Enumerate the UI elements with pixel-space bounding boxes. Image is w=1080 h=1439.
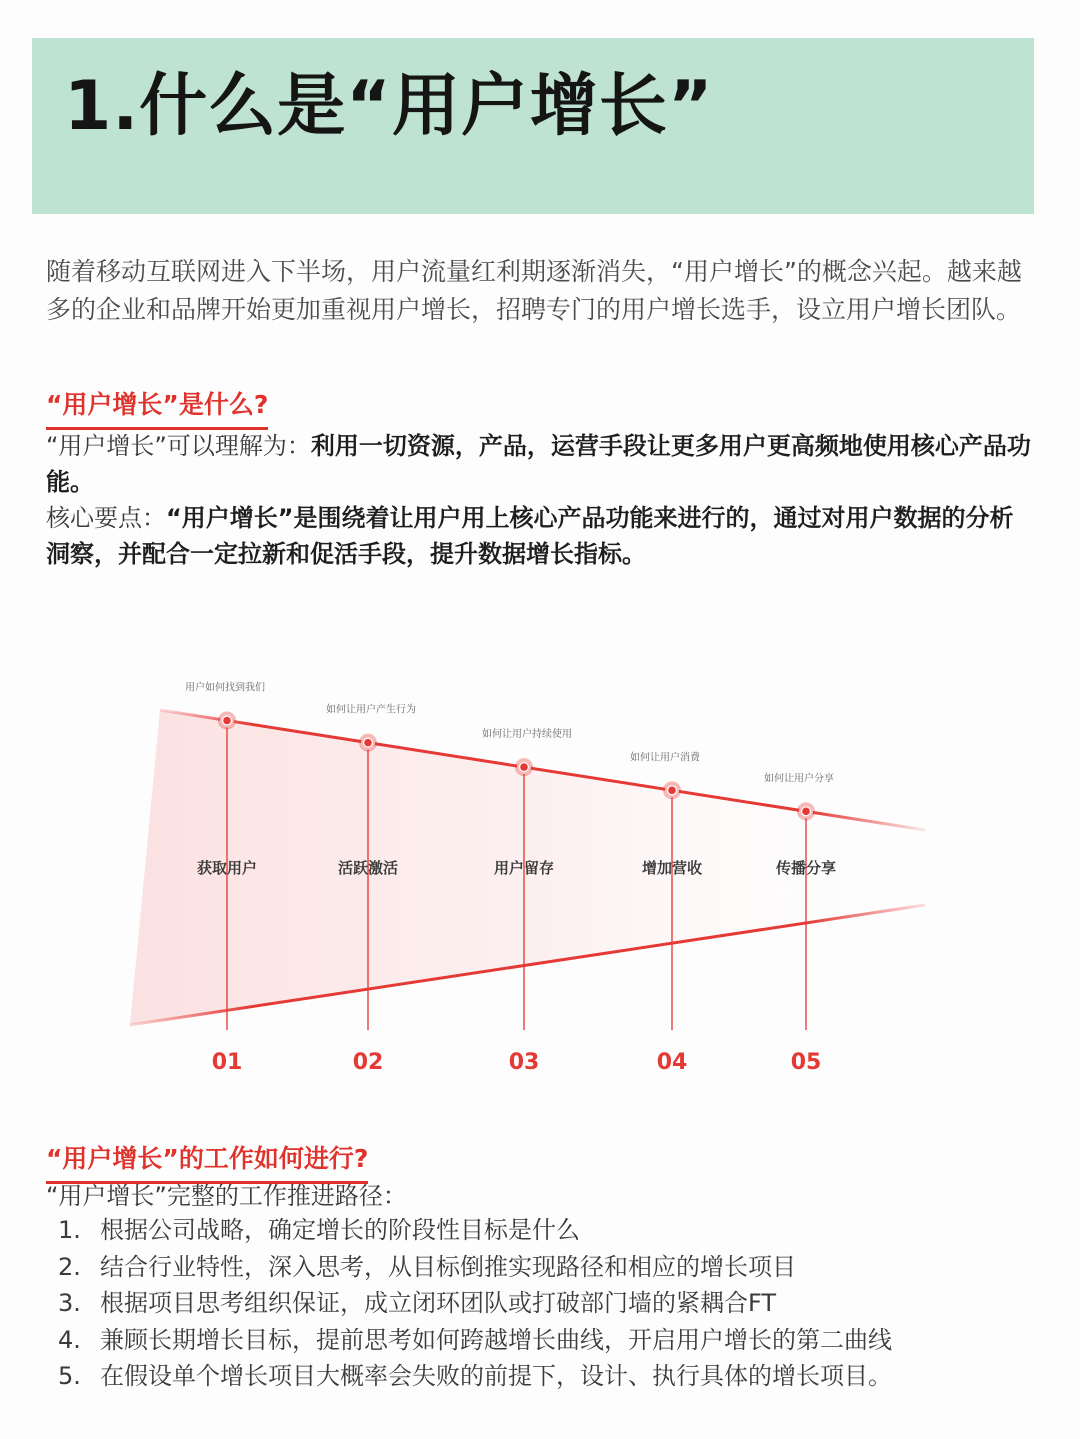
stage-label: 增加营收	[641, 859, 703, 877]
growth-funnel-diagram	[100, 660, 980, 1090]
stage-question: 如何让用户产生行为	[326, 704, 416, 716]
step-number: 3.	[58, 1289, 81, 1317]
step-number: 2.	[58, 1252, 81, 1281]
step-text: 根据公司战略，确定增长的阶段性目标是什么	[100, 1216, 580, 1244]
stage-number: 01	[211, 1050, 243, 1075]
stage-label: 用户留存	[493, 859, 555, 877]
page-title: 1.什么是“用户增长”	[64, 67, 714, 146]
stage-number: 05	[790, 1050, 822, 1075]
stage-label: 获取用户	[196, 859, 258, 877]
stage-question: 如何让用户持续使用	[482, 729, 572, 741]
stage-label: 传播分享	[775, 859, 837, 877]
core-points-paragraph	[46, 500, 1036, 572]
list-item	[58, 1358, 1038, 1395]
stage-marker-dot	[223, 717, 231, 725]
stage-number: 03	[508, 1050, 540, 1075]
definition-paragraph	[46, 428, 1036, 500]
step-text: 根据项目思考组织保证，成立闭环团队或打破部门墙的紧耦合FT	[100, 1289, 777, 1317]
steps-list	[58, 1212, 1038, 1395]
stage-question: 如何让用户消费	[630, 752, 700, 764]
stage-marker-dot	[802, 808, 810, 816]
section-heading-what: “用户增长”是什么?	[46, 385, 268, 430]
stage-label: 活跃激活	[337, 859, 399, 877]
section-heading-how: “用户增长”的工作如何进行?	[46, 1139, 368, 1184]
funnel-svg	[100, 660, 980, 1090]
stage-question: 如何让用户分享	[764, 773, 834, 785]
stage-marker-dot	[520, 763, 528, 771]
step-number: 1.	[58, 1216, 81, 1244]
list-item	[58, 1212, 1038, 1249]
step-number: 5.	[58, 1362, 81, 1390]
list-item	[58, 1322, 1038, 1359]
stage-question: 用户如何找到我们	[185, 682, 265, 694]
definition-bold: 利用一切资源，产品，运营手段让更多用户更高频地使用核心产品功能。	[46, 432, 1031, 496]
list-item	[58, 1285, 1038, 1322]
intro-paragraph: 随着移动互联网进入下半场，用户流量红利期逐渐消失，“用户增长”的概念兴起。越来越多的企业和品牌开始更加重视用户增长，招聘专门的用户增长选手，设立用户增长团队。	[46, 257, 1022, 324]
stage-number: 02	[352, 1050, 384, 1075]
stage-marker-dot	[364, 739, 372, 747]
list-item	[58, 1249, 1038, 1286]
steps-intro: “用户增长”完整的工作推进路径：	[46, 1182, 407, 1210]
core-prefix: 核心要点：	[46, 504, 166, 532]
step-text: 结合行业特性，深入思考，从目标倒推实现路径和相应的增长项目	[100, 1252, 796, 1281]
definition-prefix: “用户增长”可以理解为：	[46, 432, 311, 460]
stage-number: 04	[656, 1050, 688, 1075]
stage-marker-dot	[668, 787, 676, 795]
step-text: 在假设单个增长项目大概率会失败的前提下，设计、执行具体的增长项目。	[100, 1362, 892, 1390]
step-text: 兼顾长期增长目标，提前思考如何跨越增长曲线，开启用户增长的第二曲线	[100, 1325, 892, 1354]
step-number: 4.	[58, 1325, 81, 1354]
core-bold: “用户增长”是围绕着让用户用上核心产品功能来进行的，通过对用户数据的分析洞察，并配合一定拉新和促活手段，提升数据增长指标。	[46, 504, 1014, 568]
